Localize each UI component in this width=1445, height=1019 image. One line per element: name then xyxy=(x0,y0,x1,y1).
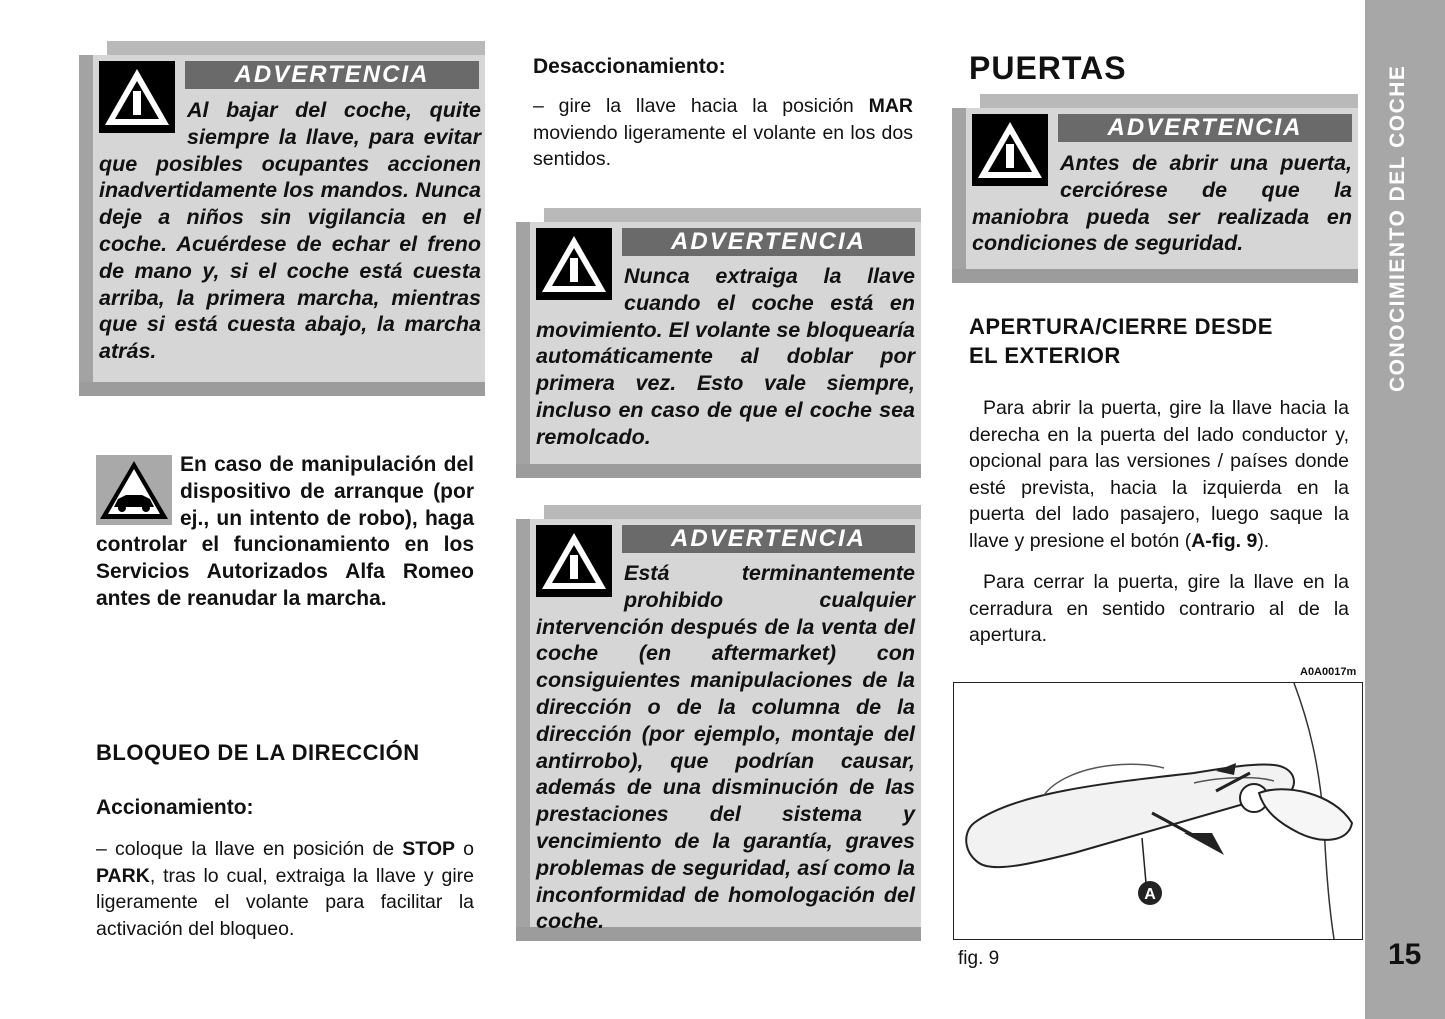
park-label: PARK xyxy=(96,864,150,887)
activation-text-c: , tras lo cual, extraiga la llave y gire ligeramente el volante para facilitar la activación del bloqueo. xyxy=(96,864,474,940)
deactivation-heading: Desaccionamiento: xyxy=(533,55,726,78)
opening-text-b: ). xyxy=(1257,529,1270,552)
warning-text xyxy=(536,263,915,451)
warning-title: ADVERTENCIA xyxy=(1058,114,1352,142)
deactivation-text xyxy=(533,93,913,173)
car-note-text xyxy=(96,452,474,613)
opening-heading-line-1: APERTURA/CIERRE DESDE xyxy=(969,314,1273,339)
opening-heading xyxy=(969,312,1273,370)
opening-text xyxy=(969,395,1349,554)
warning-box-right xyxy=(966,108,1358,283)
warning-box-middle-bottom xyxy=(530,519,921,941)
warning-text-content: Al bajar del coche, quite siempre la llave, para evitar que posibles ocupantes accionen inadvertidamente los mandos. Nunca deje a niños sin vigilancia en el coche. Acuérdese de echar el freno de mano y, si el coche está cuesta arriba, la primera marcha, mientras que si está cuesta abajo, la marcha atrás. xyxy=(99,98,481,364)
activation-text-b: o xyxy=(455,838,474,860)
door-handle-figure xyxy=(953,682,1363,940)
warning-title: ADVERTENCIA xyxy=(185,61,479,89)
figure-reference: A-fig. 9 xyxy=(1191,529,1258,552)
deactivation-text-a: – gire la llave hacia la posición xyxy=(533,95,869,117)
page-number: 15 xyxy=(1388,938,1422,971)
activation-heading: Accionamiento: xyxy=(96,796,254,819)
warning-box-left xyxy=(93,55,485,396)
figure-caption: fig. 9 xyxy=(958,948,1000,969)
warning-text xyxy=(99,97,481,365)
doors-title: PUERTAS xyxy=(969,50,1127,86)
sidebar-section-title: CONOCIMIENTO DEL COCHE xyxy=(1386,64,1409,392)
closing-text: Para cerrar la puerta, gire la llave en la cerradura en sentido contrario al de la apertura. xyxy=(969,571,1349,646)
opening-heading-line-2: EL EXTERIOR xyxy=(969,343,1121,368)
warning-text-content: Está terminantemente prohibido cualquier intervención después de la venta del coche (en aftermarket) con consiguientes manipulaciones de la dirección o de la columna de la dirección (por ejemplo, montaje del antirrobo), que podrían causar, además de una disminución de las prestaciones del sistema y vencimiento de la garantía, graves problemas de seguridad, así como la inconformidad de homologación del coche. xyxy=(536,561,915,934)
figure-code: A0A0017m xyxy=(1300,666,1357,678)
warning-title: ADVERTENCIA xyxy=(622,525,915,553)
warning-title: ADVERTENCIA xyxy=(622,228,915,256)
door-handle-illustration xyxy=(954,683,1362,939)
figure-callout-label: A xyxy=(1144,886,1156,903)
warning-text xyxy=(972,150,1352,257)
warning-text-content: Antes de abrir una puerta, cerciórese de que la maniobra pueda ser realizada en condiciones de seguridad. xyxy=(972,151,1352,256)
mar-label: MAR xyxy=(868,95,913,117)
activation-text xyxy=(96,836,474,942)
warning-text-content: Nunca extraiga la llave cuando el coche está en movimiento. El volante se bloquearía automáticamente al doblar por primera vez. Esto vale siempre, incluso en caso de que el coche sea remolcado. xyxy=(536,264,915,449)
activation-text-a: – coloque la llave en posición de xyxy=(96,838,403,860)
deactivation-text-b: moviendo ligeramente el volante en los dos sentidos. xyxy=(533,121,913,170)
car-note-content: En caso de manipulación del dispositivo de arranque (por ej., un intento de robo), haga controlar el funcionamiento en los Servicios Autorizados Alfa Romeo antes de reanudar la marcha. xyxy=(96,453,474,610)
stop-label: STOP xyxy=(402,838,456,860)
warning-box-middle-top xyxy=(530,222,921,478)
opening-text-a: Para abrir la puerta, gire la llave hacia la derecha en la puerta del lado conductor y, opcional para las versiones / países donde esté prevista, hacia la izquierda en la puerta del lado pasajero, luego saque la llave y presione el botón ( xyxy=(969,397,1349,552)
warning-text xyxy=(536,560,915,935)
steering-lock-heading: BLOQUEO DE LA DIRECCIÓN xyxy=(96,740,420,765)
